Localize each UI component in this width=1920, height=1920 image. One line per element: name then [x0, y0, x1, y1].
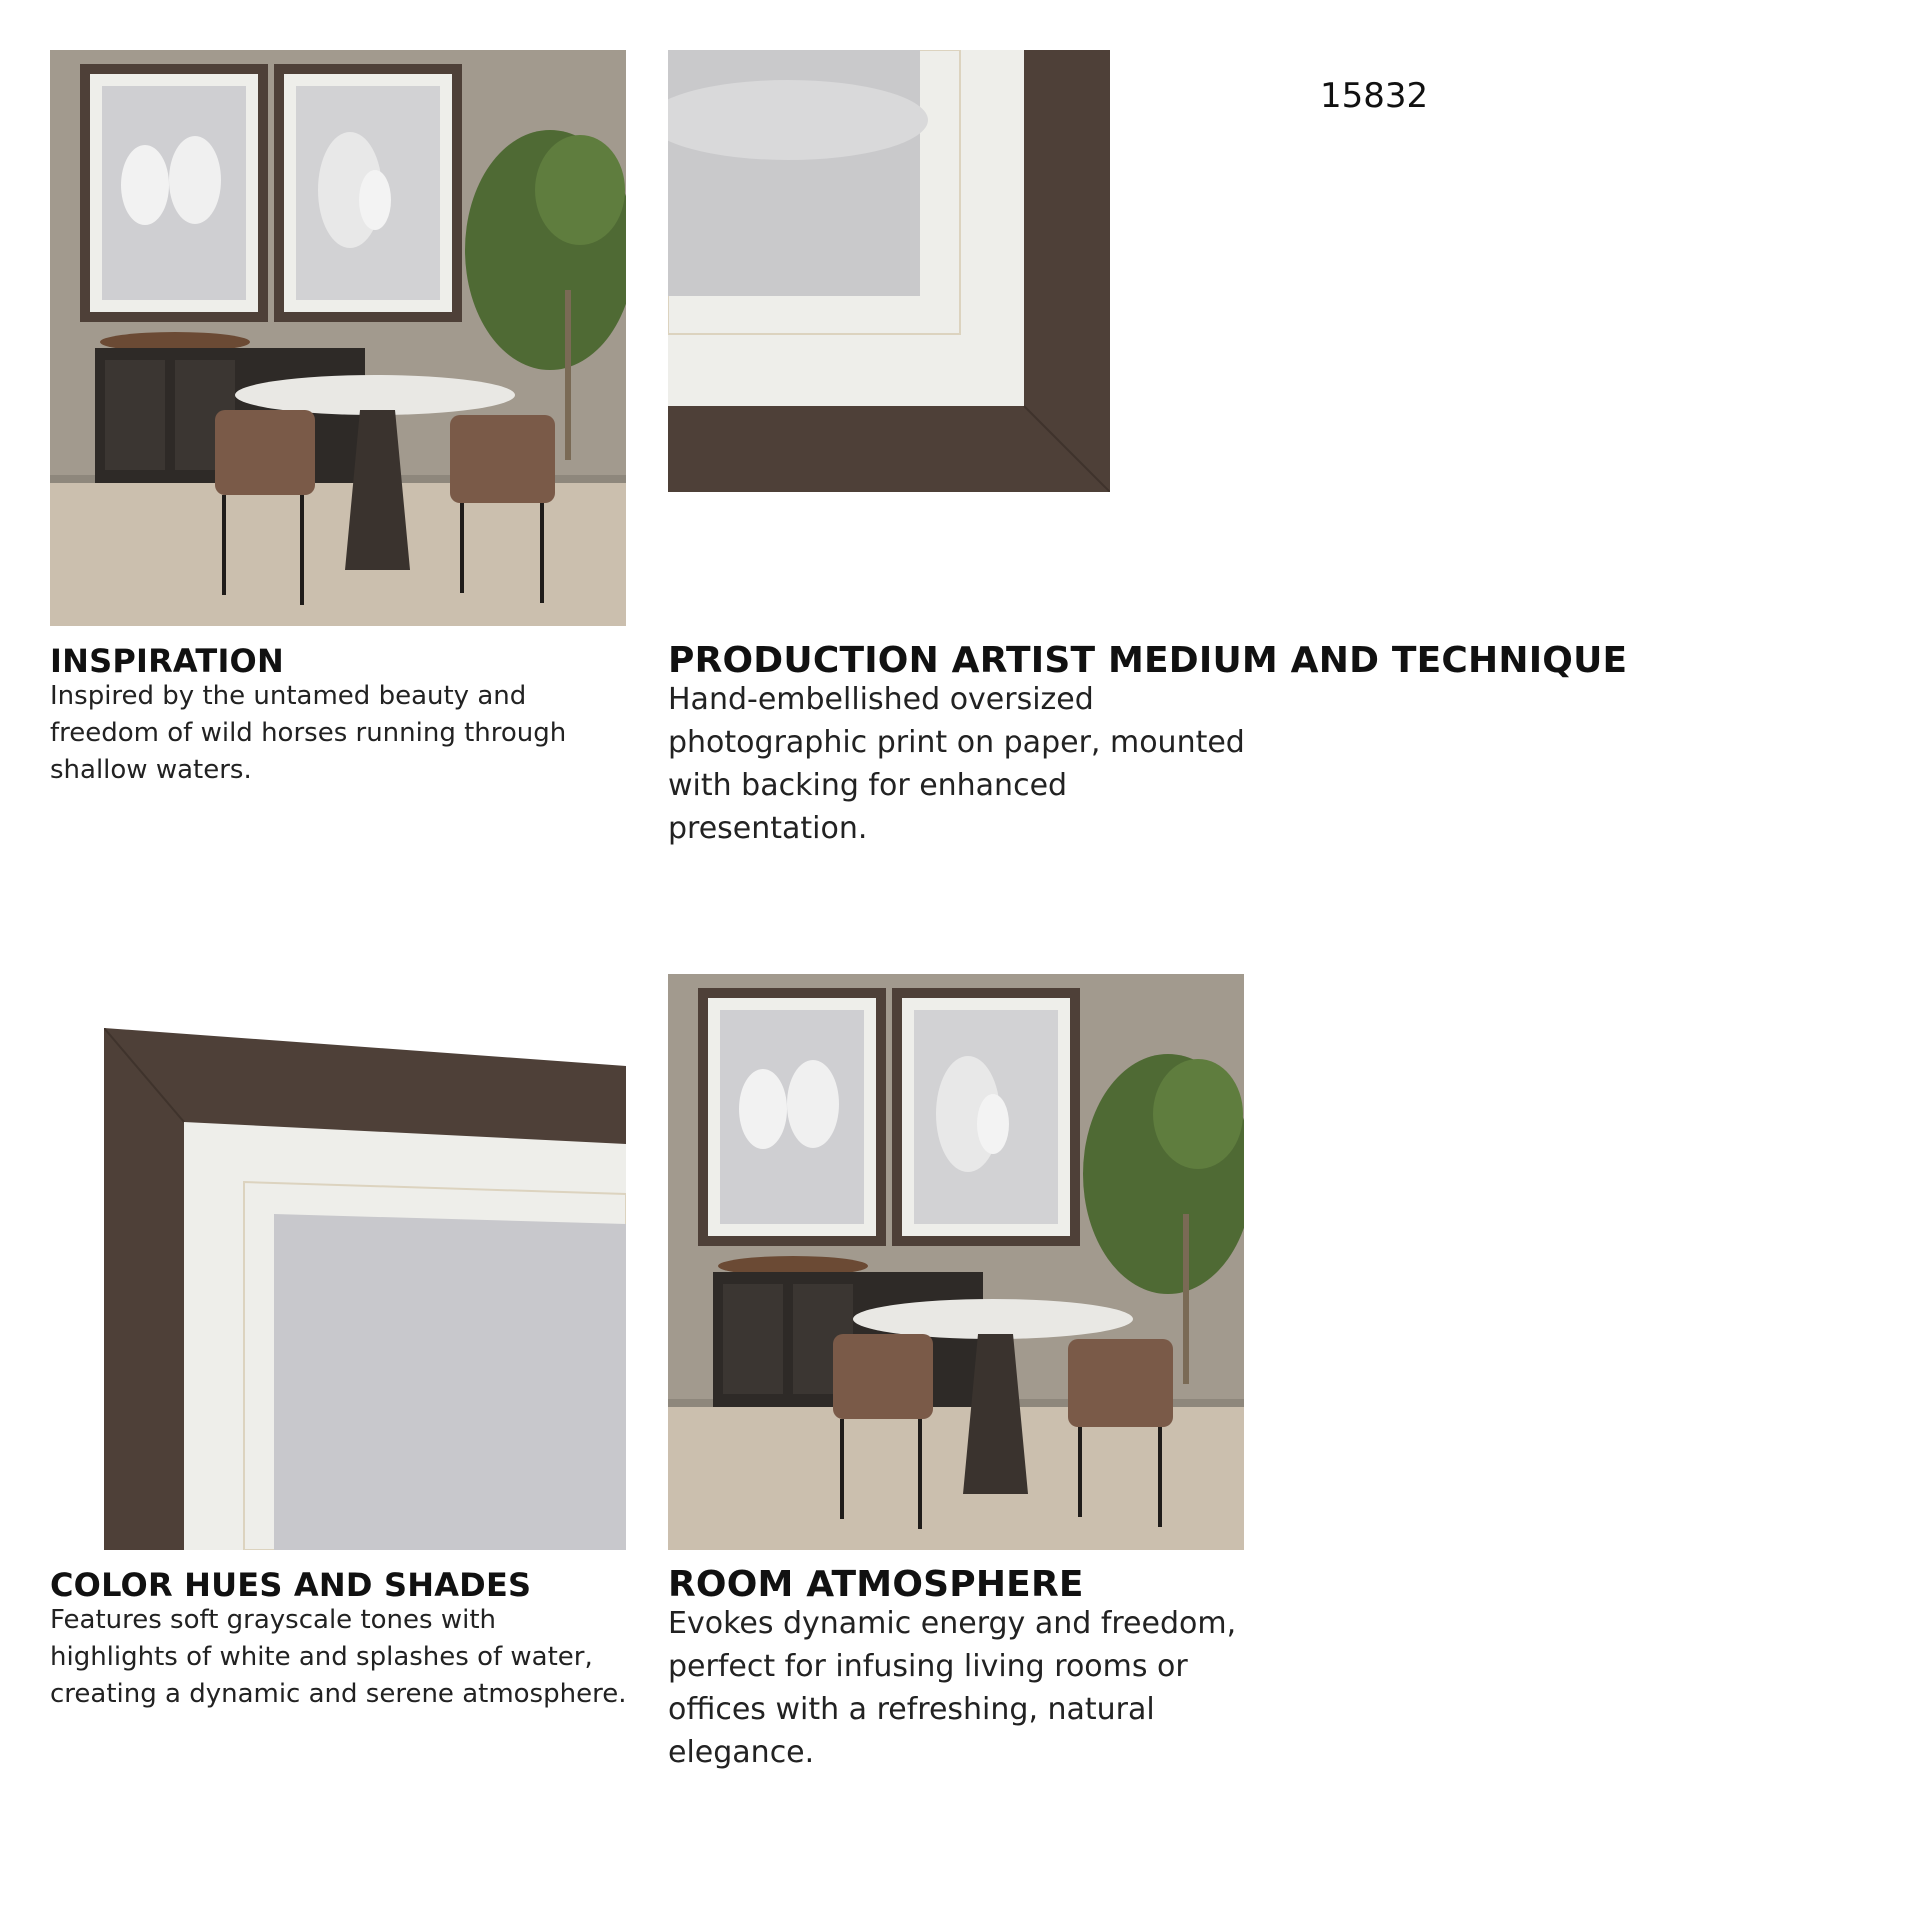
frame-corner-closeup-photo: [104, 1028, 626, 1550]
room-scene-photo: [668, 974, 1244, 1550]
production-title: PRODUCTION ARTIST MEDIUM AND TECHNIQUE: [668, 640, 1628, 681]
production-body: Hand-embellished oversized photographic print on paper, mounted with backing for enhanced presentation.: [668, 682, 1245, 846]
color-title: COLOR HUES AND SHADES: [50, 1566, 532, 1604]
frame-corner-closeup-photo: [668, 50, 1110, 492]
inspiration-title: INSPIRATION: [50, 642, 284, 680]
product-sku: 15832: [1320, 76, 1429, 116]
room-atmosphere-body: Evokes dynamic energy and freedom, perfect for infusing living rooms or offices with a refreshing, natural elegance.: [668, 1606, 1237, 1770]
inspiration-body: Inspired by the untamed beauty and freedom of wild horses running through shallow waters.: [50, 681, 567, 785]
room-atmosphere-title: ROOM ATMOSPHERE: [668, 1564, 1084, 1605]
room-scene-photo: [50, 50, 626, 626]
color-body: Features soft grayscale tones with highlights of white and splashes of water, creating a dynamic and serene atmosphere.: [50, 1605, 627, 1709]
